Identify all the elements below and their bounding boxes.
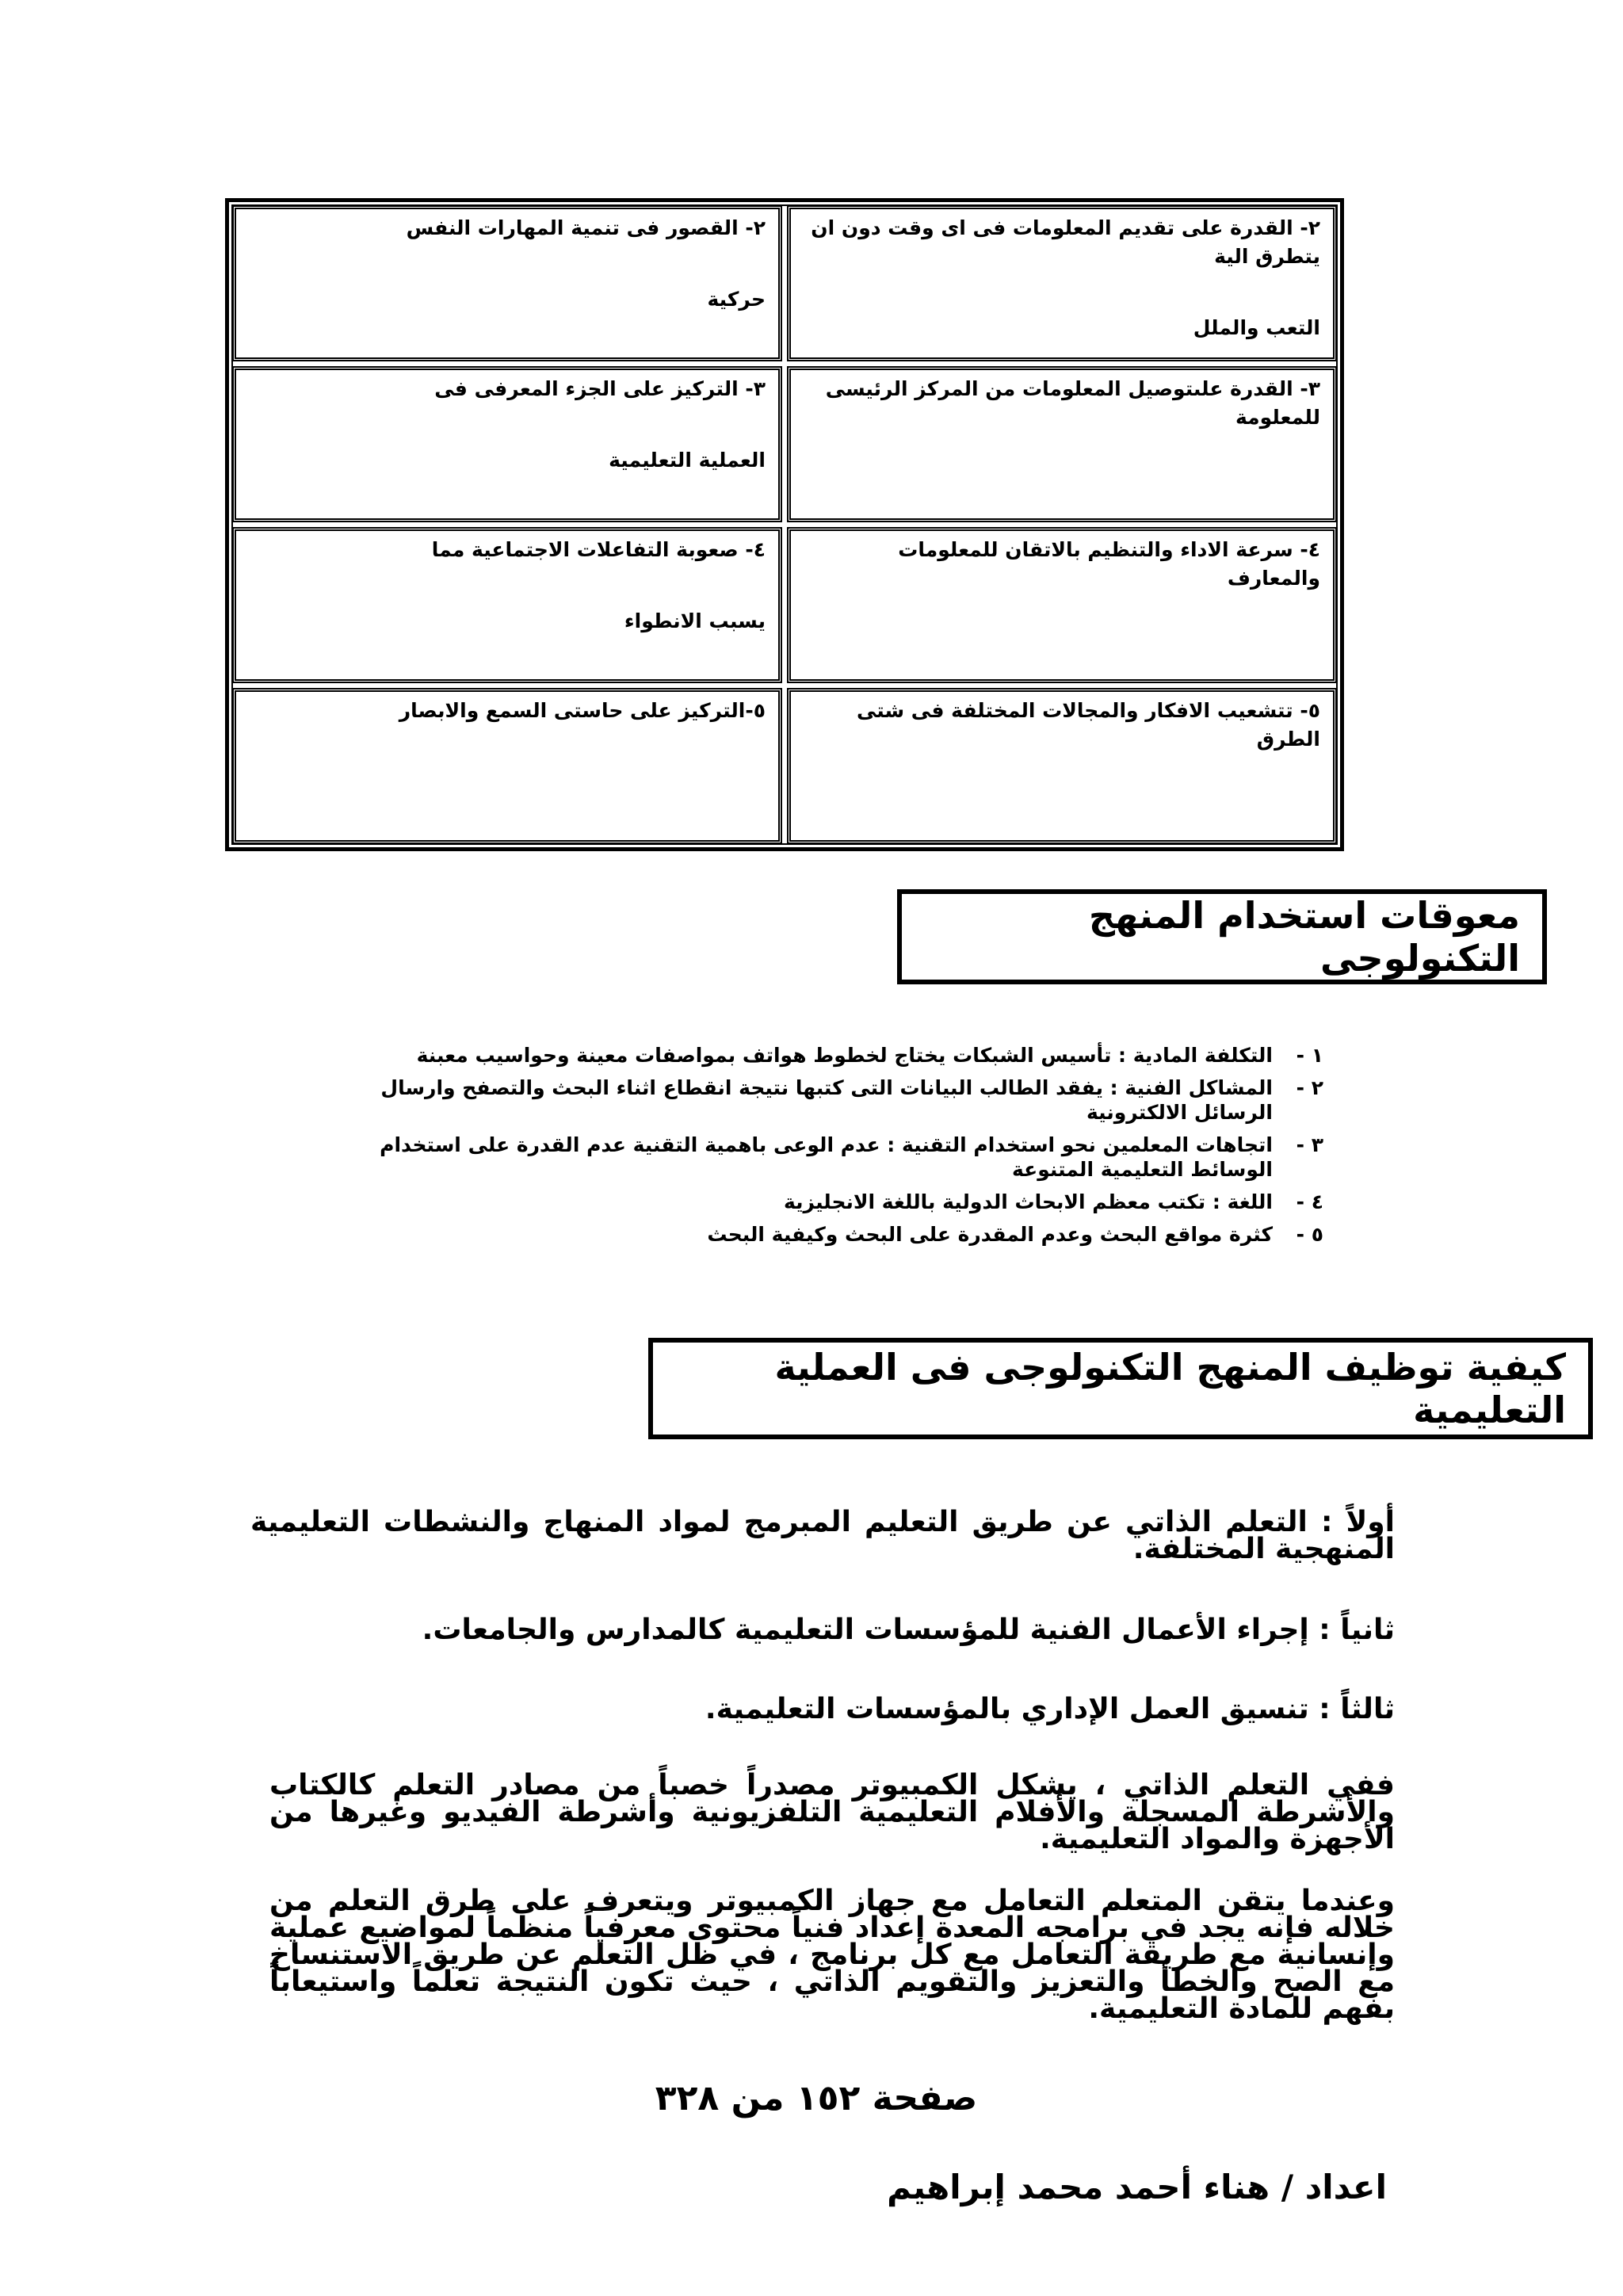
list-item-number: ٢ - xyxy=(1296,1076,1323,1099)
list-item xyxy=(301,1222,1323,1247)
table-cell xyxy=(787,366,1337,522)
list-item-text: المشاكل الفنية : يفقد الطالب البيانات التى كتبها نتيجة انقطاع اثناء البحث والتصفح وارسال الرسائل الالكترونية xyxy=(380,1076,1273,1124)
table-cell xyxy=(232,688,782,844)
list-item-text: اتجاهات المعلمين نحو استخدام التقنية : عدم الوعى باهمية التقنية عدم القدرة على استخدام الوسائط التعليمية المتنوعة xyxy=(380,1133,1273,1181)
paragraph-first: أولاً : التعلم الذاتي عن طريق التعليم المبرمج لمواد المنهاج والنشطات التعليمية المنهجية المختلفة. xyxy=(250,1506,1395,1565)
list-item-number: ١ - xyxy=(1296,1044,1323,1067)
table-cell xyxy=(232,527,782,683)
list-item-number: ٣ - xyxy=(1296,1133,1323,1156)
cell-line: حركية xyxy=(707,288,766,311)
cell-line: ٥-التركيز على حاستى السمع والابصار xyxy=(399,699,766,722)
cell-line: التعب والملل xyxy=(1193,316,1320,339)
paragraph-second: ثانياً : إجراء الأعمال الفنية للمؤسسات التعليمية كالمدارس والجامعات. xyxy=(422,1614,1395,1646)
table-cell xyxy=(232,366,782,522)
paragraph-self-learning: ففي التعلم الذاتي ، يشكل الكمبيوتر مصدراً خصباً من مصادر التعلم كالكتاب والأشرطة المسجلة والأفلام التعليمية التلفزيونية وأشرطة الفيديو وغيرها من الأجهزة والمواد التعليمية. xyxy=(269,1769,1395,1855)
cell-line: ٥- تتشعيب الافكار والمجالات المختلفة فى شتى الطرق xyxy=(857,699,1320,751)
cell-line: ٢- القصور فى تنمية المهارات النفس xyxy=(406,216,766,239)
cell-line: ٣- القدرة علىتوصيل المعلومات من المركز الرئيسى للمعلومة xyxy=(825,377,1320,429)
list-item xyxy=(301,1190,1323,1214)
cell-line: يسبب الانطواء xyxy=(624,609,766,632)
page-number: صفحة ١٥٢ من ٣٢٨ xyxy=(655,2078,978,2118)
cell-line: ٢- القدرة على تقديم المعلومات فى اى وقت دون ان يتطرق الية xyxy=(811,216,1320,268)
list-item-text: التكلفة المادية : تأسيس الشبكات يختاج لخطوط هواتف بمواصفات معينة وحواسيب معبنة xyxy=(416,1044,1273,1067)
cell-line: ٤- صعوبة التفاعلات الاجتماعية مما xyxy=(431,538,766,561)
author-credit: اعداد / هناء أحمد محمد إبراهيم xyxy=(887,2168,1387,2206)
list-item xyxy=(301,1133,1323,1182)
paragraph-third: ثالثاً : تنسيق العمل الإداري بالمؤسسات التعليمية. xyxy=(705,1693,1395,1725)
table-cell xyxy=(232,205,782,361)
list-item-text: اللغة : تكتب معظم الابحاث الدولية باللغة الانجليزية xyxy=(783,1190,1273,1213)
table-cell xyxy=(787,527,1337,683)
section-heading-obstacles: معوقات استخدام المنهج التكنولوجى xyxy=(897,889,1547,984)
obstacles-list xyxy=(301,1043,1323,1255)
comparison-table xyxy=(225,198,1344,851)
list-item-number: ٥ - xyxy=(1296,1223,1323,1246)
cell-line: العملية التعليمية xyxy=(609,449,766,472)
cell-line: ٣- التركيز على الجزء المعرفى فى xyxy=(434,377,766,400)
list-item-text: كثرة مواقع البحث وعدم المقدرة على البحث وكيفية البحث xyxy=(707,1223,1273,1246)
table-cell xyxy=(787,205,1337,361)
section-heading-usage: كيفية توظيف المنهج التكنولوجى فى العملية التعليمية xyxy=(648,1338,1593,1439)
table-cell xyxy=(787,688,1337,844)
list-item xyxy=(301,1043,1323,1068)
cell-line: ٤- سرعة الاداء والتنظيم بالاتقان للمعلومات والمعارف xyxy=(898,538,1320,590)
paragraph-computer-learning: وعندما يتقن المتعلم التعامل مع جهاز الكمبيوتر ويتعرف على طرق التعلم من خلاله فإنه يجد في برامجه المعدة إعداد فنياً محتوى معرفياً منظماً لمواضيع عملية وإنسانية مع طريقة التعامل مع كل برنامج ، في ظل التعلم عن طريق الاستنساخ مع الصح والخطأ والتعزيز والتقويم الذاتي ، حيث تكون النتيجة تعلماً واستيعاباً بفهم للمادة التعليمية. xyxy=(269,1885,1395,2025)
list-item-number: ٤ - xyxy=(1296,1190,1323,1213)
list-item xyxy=(301,1075,1323,1125)
